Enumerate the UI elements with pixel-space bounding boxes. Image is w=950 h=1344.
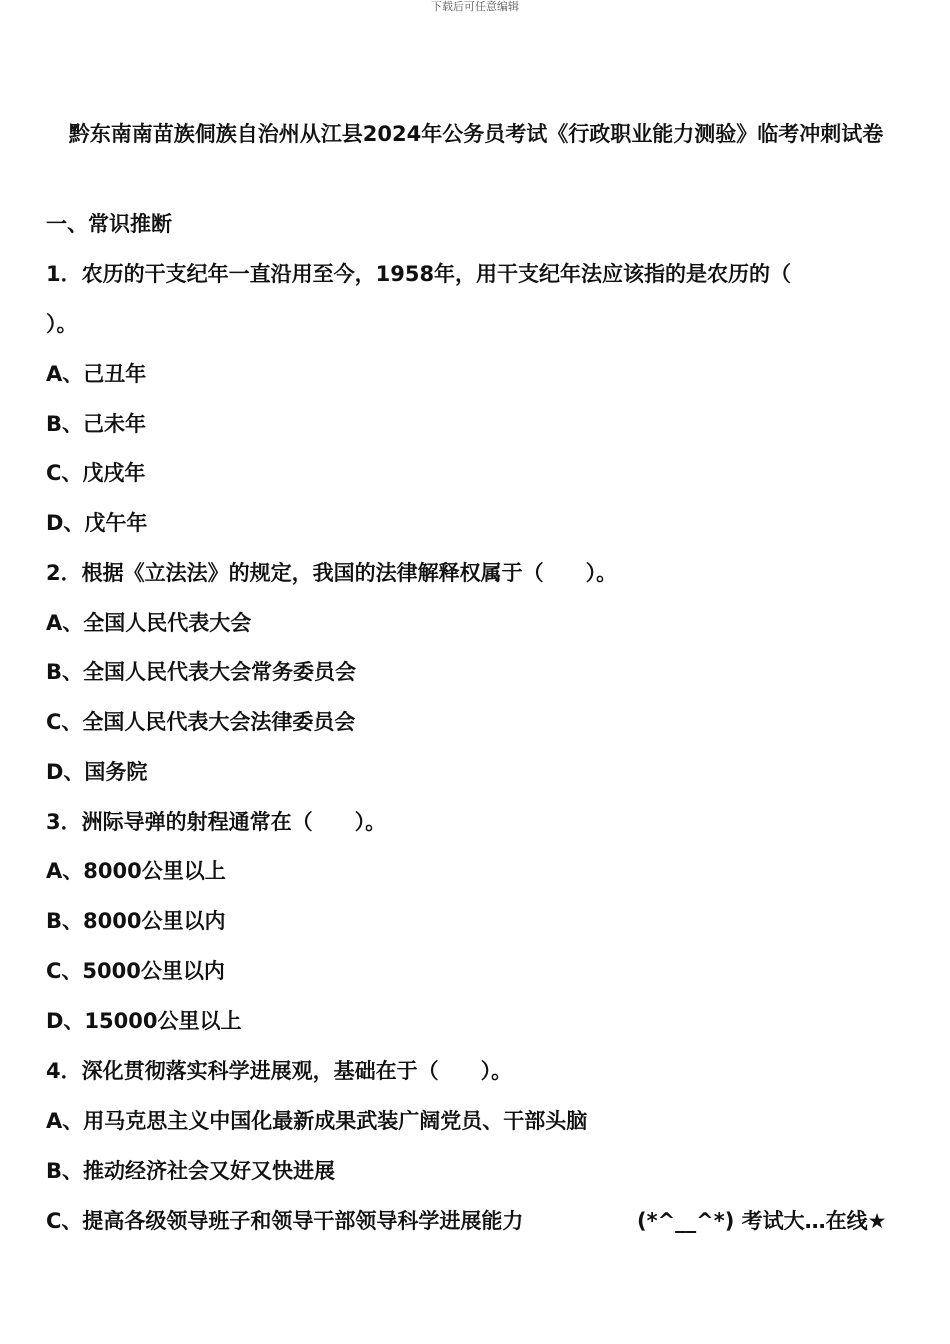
question-4-stem: 4．深化贯彻落实科学进展观，基础在于（ ）。 bbox=[46, 1059, 513, 1083]
question-2-option-c: C、全国人民代表大会法律委员会 bbox=[46, 710, 356, 734]
question-3-stem: 3．洲际导弹的射程通常在（ ）。 bbox=[46, 810, 387, 834]
exam-site-promo: (*^__^*) 考试大…在线★ bbox=[637, 1209, 887, 1233]
section-heading: 一、常识推断 bbox=[46, 212, 172, 236]
document-title: 黔东南南苗族侗族自治州从江县2024年公务员考试《行政职业能力测验》临考冲刺试卷 bbox=[68, 122, 884, 146]
question-4-option-a: A、用马克思主义中国化最新成果武装广阔党员、干部头脑 bbox=[46, 1109, 588, 1133]
question-3-option-d: D、15000公里以上 bbox=[46, 1009, 242, 1033]
question-1-option-b: B、己未年 bbox=[46, 412, 147, 436]
question-3-option-a: A、8000公里以上 bbox=[46, 859, 226, 883]
question-1-stem-continued: ）。 bbox=[46, 312, 78, 336]
question-1-option-c: C、戊戌年 bbox=[46, 461, 146, 485]
question-3-option-b: B、8000公里以内 bbox=[46, 909, 226, 933]
question-2-option-d: D、国务院 bbox=[46, 760, 148, 784]
question-2-option-b: B、全国人民代表大会常务委员会 bbox=[46, 660, 357, 684]
question-1-option-a: A、己丑年 bbox=[46, 362, 147, 386]
question-3-option-c: C、5000公里以内 bbox=[46, 959, 225, 983]
question-4-option-b: B、推动经济社会又好又快进展 bbox=[46, 1159, 336, 1183]
question-2-stem: 2．根据《立法法》的规定，我国的法律解释权属于（ ）。 bbox=[46, 561, 618, 585]
question-1-stem: 1．农历的干支纪年一直沿用至今，1958年，用干支纪年法应该指的是农历的（ bbox=[46, 262, 792, 286]
header-note: 下载后可任意编辑 bbox=[431, 0, 519, 13]
question-4-option-c: C、提高各级领导班子和领导干部领导科学进展能力 bbox=[46, 1209, 524, 1233]
question-2-option-a: A、全国人民代表大会 bbox=[46, 611, 252, 635]
question-1-option-d: D、戊午年 bbox=[46, 511, 148, 535]
